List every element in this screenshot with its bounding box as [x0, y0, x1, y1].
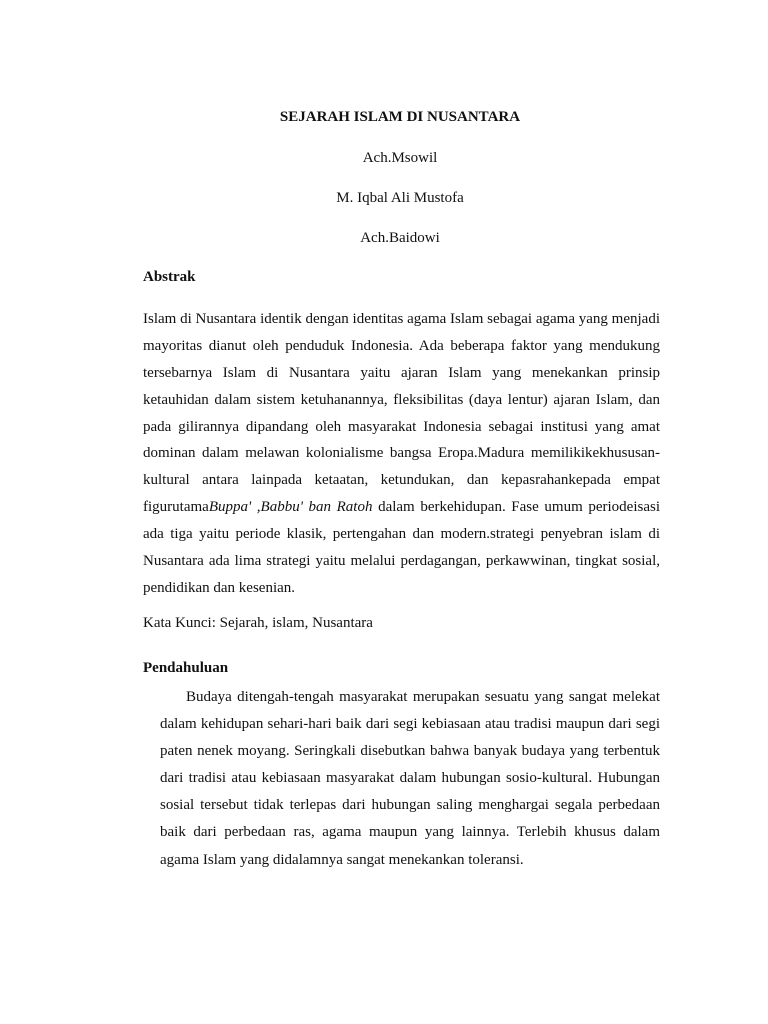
abstract-line-suffix: dalam berkehidupan. Fase umum periodeisasi [378, 499, 660, 516]
abstract-heading: Abstrak [143, 269, 196, 285]
author-1: Ach.Msowil [362, 150, 438, 166]
introduction-paragraph [160, 684, 660, 874]
keywords: Kata Kunci: Sejarah, islam, Nusantara [143, 615, 373, 631]
abstract-line: dominan dalam melawan kolonialisme bangsa Eropa.Madura memilikikekhususan- [143, 445, 660, 462]
introduction-line: dari tradisi atau kebiasaan masyarakat dalam hubungan sosio-kultural. Hubungan [160, 770, 660, 787]
abstract-line: tersebarnya Islam di Nusantara yaitu ajaran Islam yang menekankan prinsip [143, 364, 660, 381]
abstract-line: pada gilirannya dipandang oleh masyarakat Indonesia sebagai institusi yang amat [143, 418, 660, 435]
abstract-line-with-italic [143, 494, 660, 521]
introduction-line: agama Islam yang didalamnya sangat menekankan toleransi. [160, 851, 524, 868]
introduction-line: baik dari perbedaan ras, agama maupun yang lainnya. Terlebih khusus dalam [160, 824, 660, 841]
abstract-line: pendidikan dan kesenian. [143, 579, 296, 596]
abstract-line: Nusantara ada lima strategi yaitu melalui perdagangan, perkawwinan, tingkat sosial, [143, 553, 660, 570]
abstract-line: ada tiga yaitu periode klasik, pertengahan dan modern.strategi penyebran islam di [143, 526, 660, 543]
abstract-line: kultural antara lainpada ketaatan, ketundukan, dan kepasrahankepada empat [143, 472, 660, 489]
author-3: Ach.Baidowi [360, 230, 440, 246]
paper-title: SEJARAH ISLAM DI NUSANTARA [279, 109, 521, 125]
introduction-line: paten nenek moyang. Seringkali disebutkan bahwa banyak budaya yang terbentuk [160, 743, 660, 760]
abstract-line-prefix: figurutama [143, 499, 209, 516]
abstract-line: ketauhidan dalam sistem ketuhanannya, fleksibilitas (daya lentur) ajaran Islam, dan [143, 391, 660, 408]
abstract-line: mayoritas dianut oleh penduduk Indonesia. Ada beberapa faktor yang mendukung [143, 337, 660, 354]
introduction-line: dalam kehidupan sehari-hari baik dari segi kebiasaan atau tradisi maupun dari segi [160, 716, 660, 733]
introduction-heading: Pendahuluan [143, 660, 229, 676]
abstract-line: Islam di Nusantara identik dengan identitas agama Islam sebagai agama yang menjadi [143, 311, 660, 327]
introduction-line: Budaya ditengah-tengah masyarakat merupakan sesuatu yang sangat melekat [186, 689, 660, 705]
abstract-paragraph [143, 306, 660, 602]
abstract-italic-terms: Buppa' ,Babbu' ban Ratoh [208, 499, 373, 516]
introduction-line: sosial tersebut tidak terlepas dari hubungan saling menghargai segala perbedaan [160, 797, 660, 814]
author-2: M. Iqbal Ali Mustofa [336, 190, 464, 206]
